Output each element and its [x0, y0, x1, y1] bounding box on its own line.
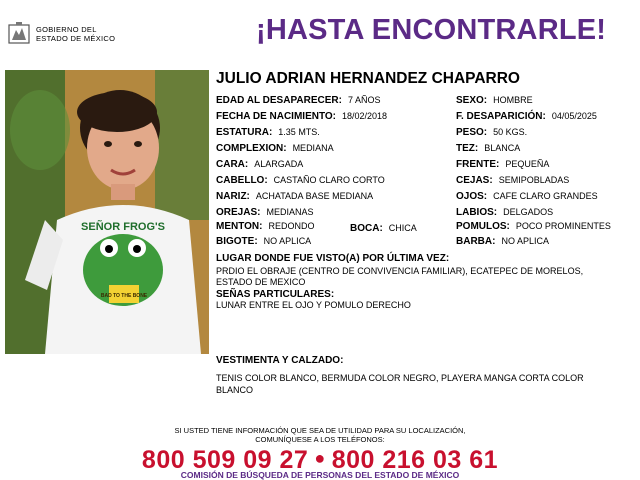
field-label: COMPLEXION: [216, 143, 287, 154]
field-label: MENTON: [216, 221, 263, 232]
phone-number-2[interactable]: 800 216 03 61 [331, 446, 499, 474]
logo-line-2: ESTADO DE MÉXICO [36, 34, 116, 43]
field-nariz [216, 191, 373, 202]
missing-person-photo [5, 70, 209, 354]
field-label: TEZ: [456, 143, 479, 154]
field-frente [456, 159, 549, 170]
vestimenta-title: VESTIMENTA Y CALZADO: [216, 355, 344, 366]
field-label: CABELLO: [216, 175, 268, 186]
coat-of-arms-icon [8, 22, 30, 46]
field-label: POMULOS: [456, 221, 510, 232]
vestimenta-line-1: TENIS COLOR BLANCO, BERMUDA COLOR NEGRO, PLAYERA MANGA CORTA COLOR [216, 373, 584, 383]
field-value: 1.35 MTS. [278, 127, 320, 137]
field-desaparicion [456, 111, 597, 122]
field-label: OREJAS: [216, 207, 261, 218]
field-label: CARA: [216, 159, 249, 170]
field-value: CAFE CLARO GRANDES [493, 191, 598, 201]
lugar-line-1: PRDIO EL OBRAJE (CENTRO DE CONVIVENCIA FAMILIAR), ECATEPEC DE MORELOS, [216, 266, 584, 276]
bullet-separator: ● [314, 448, 326, 468]
footer-note-1: SI USTED TIENE INFORMACIÓN QUE SEA DE UTILIDAD PARA SU LOCALIZACIÓN, [174, 426, 466, 435]
field-labios [456, 207, 553, 218]
field-label: CEJAS: [456, 175, 493, 186]
logo-line-1: GOBIERNO DEL [36, 25, 97, 34]
field-value: POCO PROMINENTES [515, 221, 611, 231]
field-orejas [216, 207, 313, 218]
field-value: MEDIANA [292, 143, 334, 153]
field-nacimiento [216, 111, 387, 122]
person-name: JULIO ADRIAN HERNANDEZ CHAPARRO [216, 70, 520, 87]
field-cejas [456, 175, 569, 186]
field-edad [216, 95, 380, 106]
field-value: CHICA [388, 223, 417, 233]
field-pomulos [456, 221, 611, 232]
vestimenta-line-2: BLANCO [216, 385, 254, 395]
field-value: PEQUEÑA [505, 159, 550, 169]
senas-title: SEÑAS PARTICULARES: [216, 289, 335, 300]
field-value: CASTAÑO CLARO CORTO [273, 175, 385, 185]
field-label: FRENTE: [456, 159, 500, 170]
shirt-text-1: SEÑOR FROG'S [81, 221, 165, 233]
field-value: DELGADOS [503, 207, 554, 217]
field-value: SEMIPOBLADAS [498, 175, 570, 185]
agency-name: COMISIÓN DE BÚSQUEDA DE PERSONAS DEL ESTADO DE MÉXICO [180, 470, 460, 480]
field-label: BARBA: [456, 236, 496, 247]
field-label: LABIOS: [456, 207, 498, 218]
footer-note-2: COMUNÍQUESE A LOS TELÉFONOS: [255, 435, 385, 444]
field-bigote [216, 236, 311, 247]
field-value: MEDIANAS [266, 207, 314, 217]
field-cabello [216, 175, 385, 186]
shirt-text-2: BAD TO THE BONE [100, 293, 148, 299]
field-value: 7 AÑOS [347, 95, 381, 105]
government-logo [8, 22, 118, 48]
field-value: 50 KGS. [493, 127, 528, 137]
field-label: BOCA: [350, 223, 383, 234]
field-sexo [456, 95, 533, 106]
lugar-line-2: ESTADO DE MEXICO [216, 277, 306, 287]
field-label: FECHA DE NACIMIENTO: [216, 111, 336, 122]
field-label: F. DESAPARICIÓN: [456, 111, 546, 122]
field-label: NARIZ: [216, 191, 250, 202]
phone-number-1[interactable]: 800 509 09 27 [141, 446, 309, 474]
field-value: REDONDO [268, 221, 315, 231]
field-value: NO APLICA [501, 236, 549, 246]
field-label: OJOS: [456, 191, 488, 202]
field-barba [456, 236, 549, 247]
field-value: 18/02/2018 [342, 111, 388, 121]
headline: ¡HASTA ENCONTRARLE! [256, 14, 607, 46]
field-tez [456, 143, 520, 154]
child-photo-illustration [5, 70, 209, 354]
field-label: PESO: [456, 127, 488, 138]
field-label: EDAD AL DESAPARECER: [216, 95, 342, 106]
field-value: 04/05/2025 [551, 111, 597, 121]
field-label: SEXO: [456, 95, 488, 106]
field-value: ALARGADA [254, 159, 304, 169]
field-value: BLANCA [484, 143, 521, 153]
field-cara [216, 159, 303, 170]
field-value: NO APLICA [263, 236, 312, 246]
field-boca [350, 223, 417, 234]
field-value: ACHATADA BASE MEDIANA [255, 191, 374, 201]
field-value: HOMBRE [493, 95, 533, 105]
field-label: ESTATURA: [216, 127, 273, 138]
field-complexion [216, 143, 334, 154]
lugar-title: LUGAR DONDE FUE VISTO(A) POR ÚLTIMA VEZ: [216, 253, 450, 264]
senas-text: LUNAR ENTRE EL OJO Y POMULO DERECHO [216, 300, 411, 310]
field-menton [216, 221, 315, 232]
field-label: BIGOTE: [216, 236, 258, 247]
field-estatura [216, 127, 320, 138]
field-peso [456, 127, 527, 138]
field-ojos [456, 191, 598, 202]
